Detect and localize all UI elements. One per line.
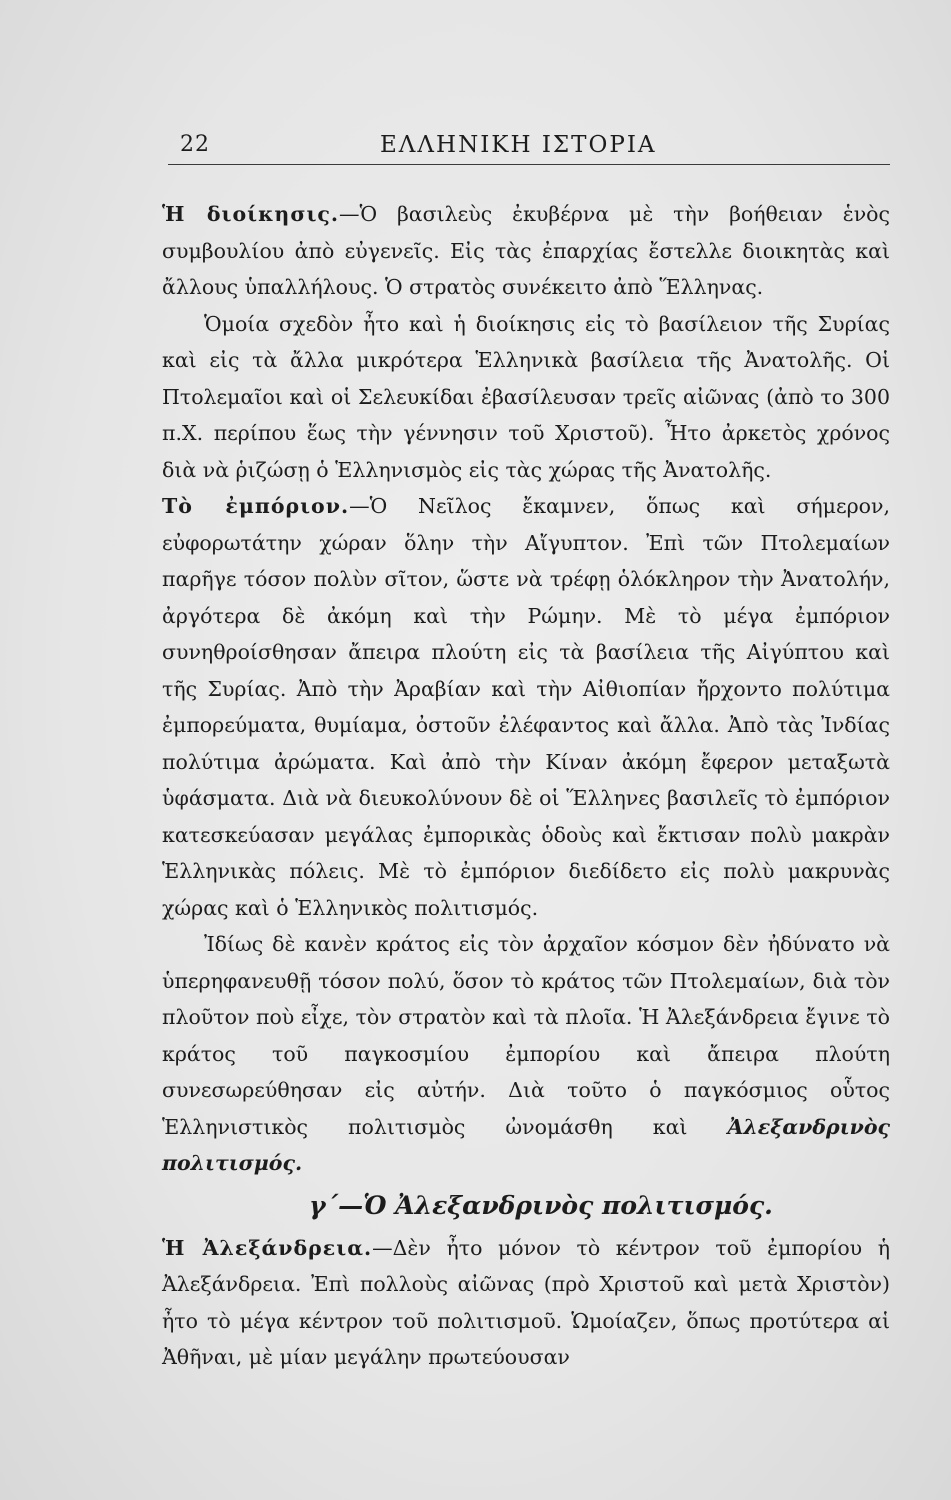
paragraph-administration (162, 196, 890, 306)
paragraph-lead: Ἡ Ἀλεξάνδρεια. (162, 1235, 373, 1260)
paragraph-text: Ἰδίως δὲ κανὲν κράτος εἰς τὸν ἀρχαῖον κόσμον δὲν ἠδύνατο νὰ ὑπερηφανευθῇ τόσον πολύ, ὅσον τὸ κράτος τῶν Πτολεμαίων, διὰ τὸν πλοῦτον ποὺ εἶχε, τὸν στρατὸν καὶ τὰ πλοῖα. Ἡ Ἀλεξάνδρεια ἔγινε τὸ κράτος τοῦ παγκοσμίου ἐμπορίου καὶ ἄπειρα πλούτη συνεσωρεύθησαν εἰς αὐτήν. Διὰ τοῦτο ὁ παγκόσμιος οὗτος Ἑλληνιστικὸς πολιτισμὸς ὠνομάσθη καὶ (162, 932, 890, 1139)
paragraph-trade (162, 488, 890, 926)
paragraph-text: —Δὲν ἦτο μόνον τὸ κέντρον τοῦ ἐμπορίου ἡ Ἀλεξάνδρεια. Ἐπὶ πολλοὺς αἰῶνας (πρὸ Χριστοῦ καὶ μετὰ Χριστὸν) ἦτο τὸ μέγα κέντρον τοῦ πολιτισμοῦ. Ὡμοίαζεν, ὅπως προτύτερα αἱ Ἀθῆναι, μὲ μίαν μεγάλην πρωτεύουσαν (162, 1235, 890, 1369)
body-text (162, 196, 890, 1376)
paragraph-syria (162, 306, 890, 489)
paragraph-lead: Τὸ ἐμπόριον. (162, 494, 350, 518)
paragraph-lead: Ἡ διοίκησις. (162, 202, 339, 226)
paragraph-text: Ὁμοία σχεδὸν ἦτο καὶ ἡ διοίκησις εἰς τὸ βασίλειον τῆς Συρίας καὶ εἰς τὰ ἄλλα μικρότερα Ἑλληνικὰ βασίλεια τῆς Ἀνατολῆς. Οἱ Πτολεμαῖοι καὶ οἱ Σελευκίδαι ἐβασίλευσαν τρεῖς αἰῶνας (ἀπὸ το 300 π.Χ. περίπου ἕως τὴν γέννησιν τοῦ Χριστοῦ). Ἦτο ἀρκετὸς χρόνος διὰ νὰ ῥιζώσῃ ὁ Ἑλληνισμὸς εἰς τὰς χώρας τῆς Ἀνατολῆς. (162, 311, 890, 482)
paragraph-text: —Ὁ βασιλεὺς ἐκυβέρνα μὲ τὴν βοήθειαν ἑνὸς συμβουλίου ἀπὸ εὐγενεῖς. Εἰς τὰς ἐπαρχίας ἔστελλε διοικητὰς καὶ ἄλλους ὑπαλλήλους. Ὁ στρατὸς συνέκειτο ἀπὸ Ἕλληνας. (162, 202, 890, 299)
page-number: 22 (180, 132, 210, 157)
paragraph-ptolemies (162, 926, 890, 1182)
paragraph-alexandria (162, 1230, 890, 1376)
running-title: ΕΛΛΗΝΙΚΗ ΙΣΤΟΡΙΑ (380, 132, 657, 158)
section-heading: γ΄—Ὁ Ἀλεξανδρινὸς πολιτισμός. (309, 1190, 773, 1220)
page-header (168, 128, 890, 165)
paragraph-text: —Ὁ Νεῖλος ἔκαμνεν, ὅπως καὶ σήμερον, εὐφορωτάτην χώραν ὅλην τὴν Αἴγυπτον. Ἐπὶ τῶν Πτολεμαίων παρῆγε τόσον πολὺν σῖτον, ὥστε νὰ τρέφῃ ὁλόκληρον τὴν Ἀνατολήν, ἀργότερα δὲ ἀκόμη καὶ τὴν Ρώμην. Μὲ τὸ μέγα ἐμπόριον συνηθροίσθησαν ἄπειρα πλούτη εἰς τὰ βασίλεια τῆς Αἰγύπτου καὶ τῆς Συρίας. Ἀπὸ τὴν Ἀραβίαν καὶ τὴν Αἰθιοπίαν ἤρχοντο πολύτιμα ἐμπορεύματα, θυμίαμα, ὀστοῦν ἐλέφαντος καὶ ἄλλα. Ἀπὸ τὰς Ἰνδίας πολύτιμα ἀρώματα. Καὶ ἀπὸ τὴν Κίναν ἀκόμη ἔφερον μεταξωτὰ ὑφάσματα. Διὰ νὰ διευκολύνουν δὲ οἱ Ἕλληνες βασιλεῖς τὸ ἐμπόριον κατεσκεύασαν μεγάλας ἐμπορικὰς ὁδοὺς καὶ ἔκτισαν πολὺ μακρὰν Ἑλληνικὰς πόλεις. Μὲ τὸ ἐμπόριον διεδίδετο εἰς πολὺ μακρυνὰς χώρας καὶ ὁ Ἑλληνικὸς πολιτισμός. (162, 494, 890, 920)
paragraph-italic-tail: Ἀλεξανδρινὸς πολιτισμός. (162, 1114, 890, 1175)
